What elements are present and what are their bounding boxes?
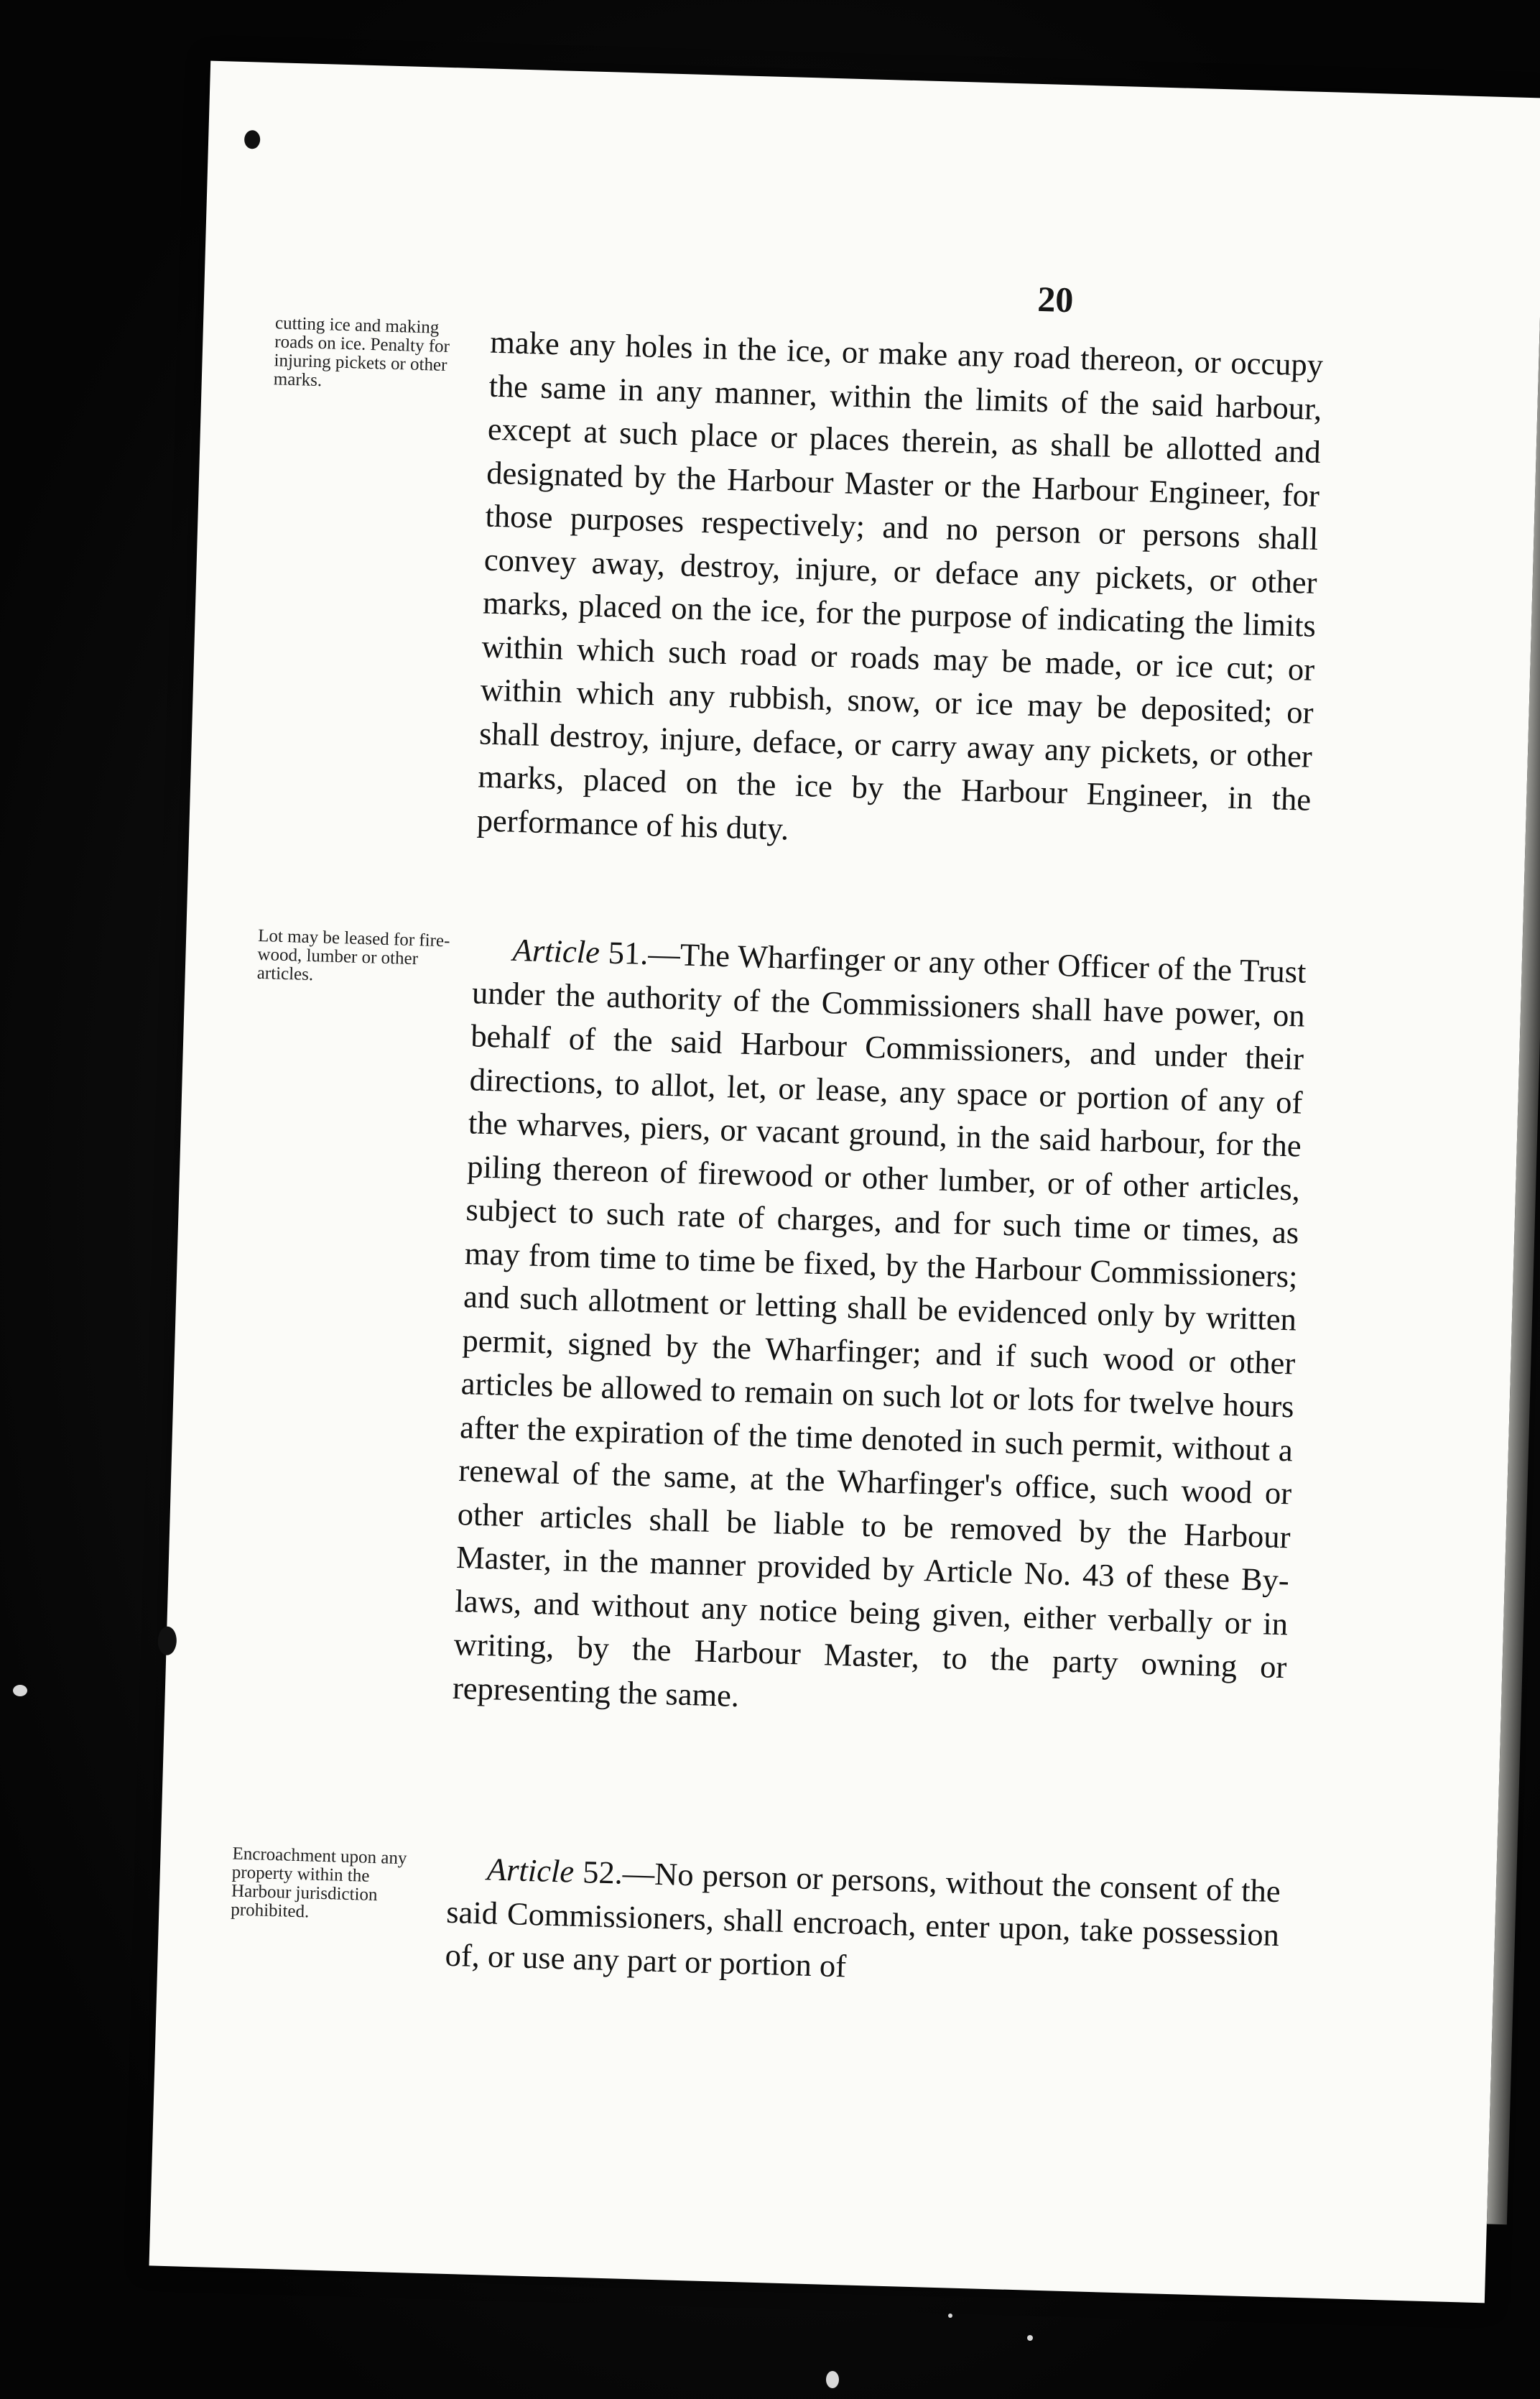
section-ice-cutting	[203, 312, 1539, 847]
article-number: 52.	[582, 1854, 623, 1891]
margin-note: cutting ice and making roads on ice. Penalty for injuring pickets or other marks.	[273, 313, 450, 391]
section-body	[476, 320, 1324, 865]
punch-hole-top	[244, 130, 261, 149]
paragraph-indent	[447, 1879, 487, 1880]
scan-speck	[826, 2371, 839, 2388]
section-article-52	[161, 1839, 1496, 1984]
punch-hole-middle	[157, 1626, 177, 1655]
section-body	[452, 927, 1307, 1732]
document-page	[149, 61, 1540, 2303]
margin-note: Lot may be leased for fire-wood, lumber or other articles.	[256, 925, 450, 985]
article-number: 51.	[608, 934, 649, 972]
scan-speck	[948, 2314, 952, 2318]
section-text: —No person or persons, without the consent of the said Commissioners, shall encroach, enter upon, take possession of, or use any part or portion of	[445, 1854, 1281, 1984]
scan-speck	[1027, 2335, 1033, 2341]
paragraph-indent	[473, 959, 512, 961]
scan-speck	[13, 1685, 27, 1696]
margin-note: Encroachment upon any property within the Harbour jurisdiction prohibited.	[231, 1844, 407, 1922]
section-article-51	[187, 919, 1522, 1714]
section-text: —The Wharfinger or any other Officer of the Trust under the authority of the Commissioners shall have power, on behalf of the said Harbour Commissioners, and under their directions, to allot, let, or lease, any space or portion of any of the wharves, piers, or vacant ground, in the said harbour, for the piling thereon of firewood or other lumber, or of other articles, subject to such rate of charges, and for such time or times, as may from time to time be fixed, by the Harbour Commissioners; and such allotment or letting shall be evidenced only by written permit, signed by the Wharfinger; and if such wood or other articles be allowed to remain on such lot or lots for twelve hours after the expiration of the time denoted in such permit, without a renewal of the same, at the Wharfinger's office, such wood or other articles shall be liable to be removed by the Harbour Master, in the manner provided by Article No. 43 of these By-laws, and without any notice being given, either verbally or in writing, by the Harbour Master, to the party owning or representing the same.	[452, 935, 1307, 1714]
section-body	[445, 1846, 1281, 2000]
article-label: Article	[512, 931, 600, 971]
section-text: make any holes in the ice, or make any road thereon, or occupy the same in any manner, within the limits of the said harbour, except at such place or places therein, as shall be allotted and designated by the Harbour Master or the Harbour Engineer, for those purposes respectively; and no person or persons shall convey away, destroy, injure, or deface any pickets, or other marks, placed on the ice, for the purpose of indicating the limits within which such road or roads may be made, or ice cut; or within which any rubbish, snow, or ice may be deposited; or shall destroy, injure, deface, or carry away any pickets, or other marks, placed on the ice by the Harbour Engineer, in the performance of his duty.	[476, 323, 1324, 847]
page-number: 20	[1036, 278, 1075, 320]
article-label: Article	[486, 1851, 575, 1890]
